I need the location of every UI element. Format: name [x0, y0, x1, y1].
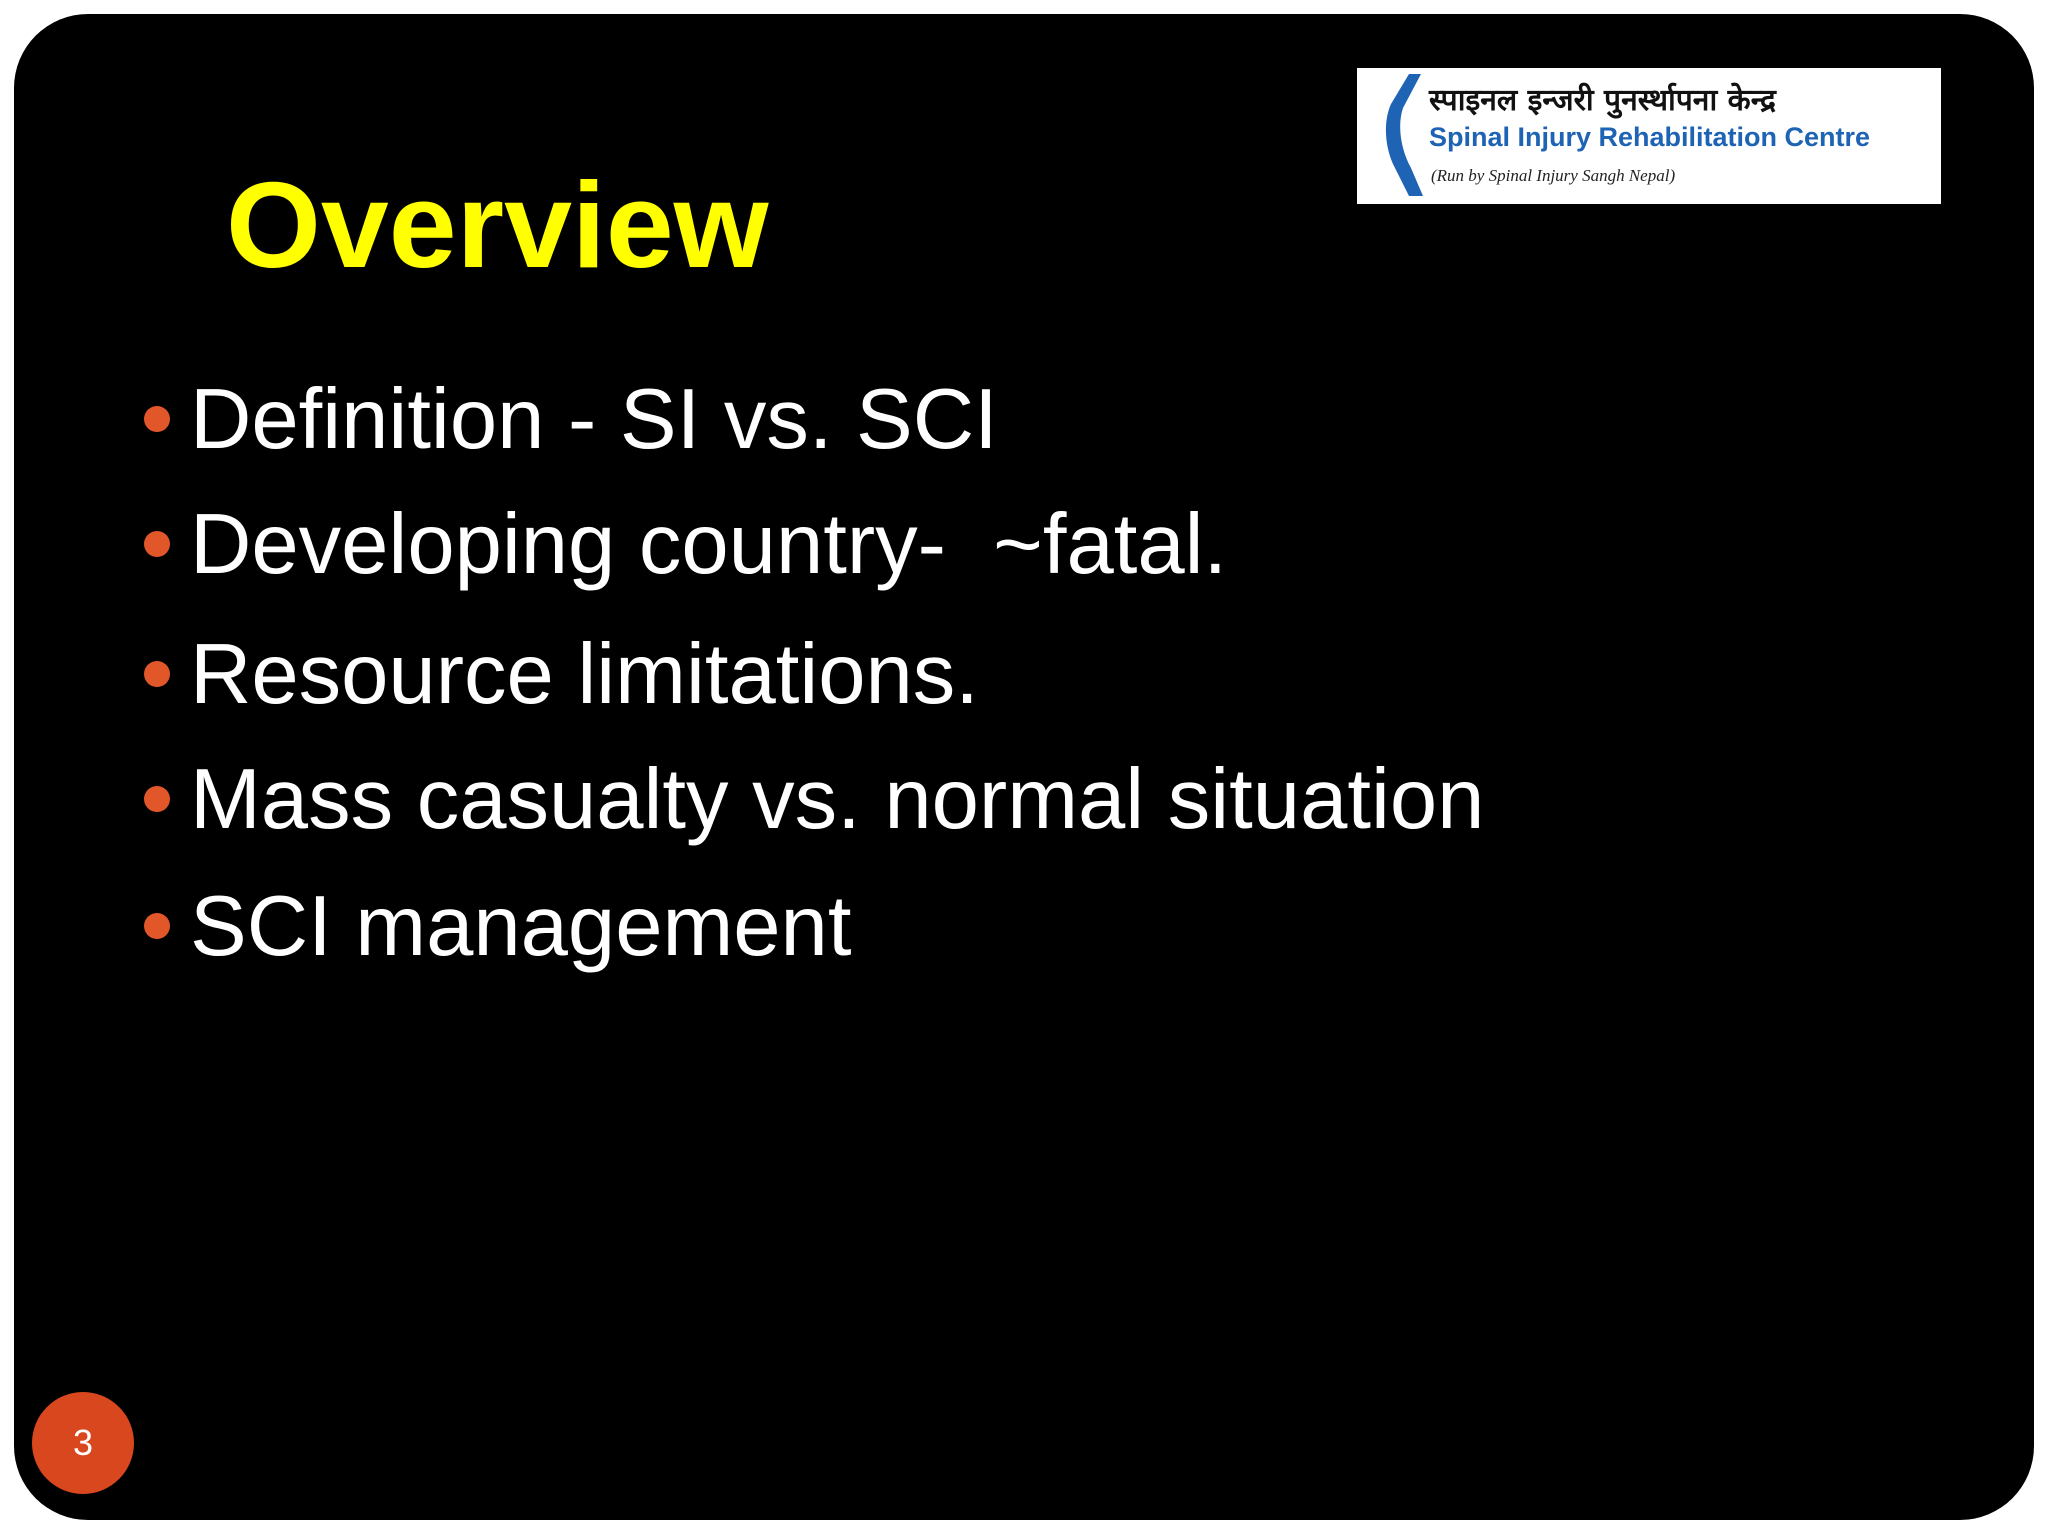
bullet-text: SCI management — [190, 878, 852, 974]
logo-tagline: (Run by Spinal Injury Sangh Nepal) — [1431, 166, 1676, 185]
bullet-text: Mass casualty vs. normal situation — [190, 751, 1485, 847]
list-item — [144, 624, 979, 724]
page-number-badge: 3 — [32, 1392, 134, 1494]
bullet-icon — [144, 786, 170, 812]
slide — [14, 14, 2034, 1520]
organization-logo — [1357, 68, 1941, 204]
bullet-text: Developing country- ~fatal. — [190, 496, 1228, 592]
slide-title: Overview — [226, 157, 769, 293]
bullet-icon — [144, 406, 170, 432]
bullet-icon — [144, 531, 170, 557]
bullet-icon — [144, 661, 170, 687]
list-item — [144, 494, 1227, 594]
logo-english-name: Spinal Injury Rehabilitation Centre — [1429, 122, 1871, 152]
list-item — [144, 876, 851, 976]
bullet-text: Resource limitations. — [190, 626, 979, 722]
bullet-icon — [144, 913, 170, 939]
list-item — [144, 369, 998, 469]
list-item — [144, 749, 1484, 849]
bullet-text: Definition - SI vs. SCI — [190, 371, 998, 467]
logo-nepali-name: स्पाइनल इन्जरी पुनर्स्थापना केन्द्र — [1429, 83, 1776, 118]
